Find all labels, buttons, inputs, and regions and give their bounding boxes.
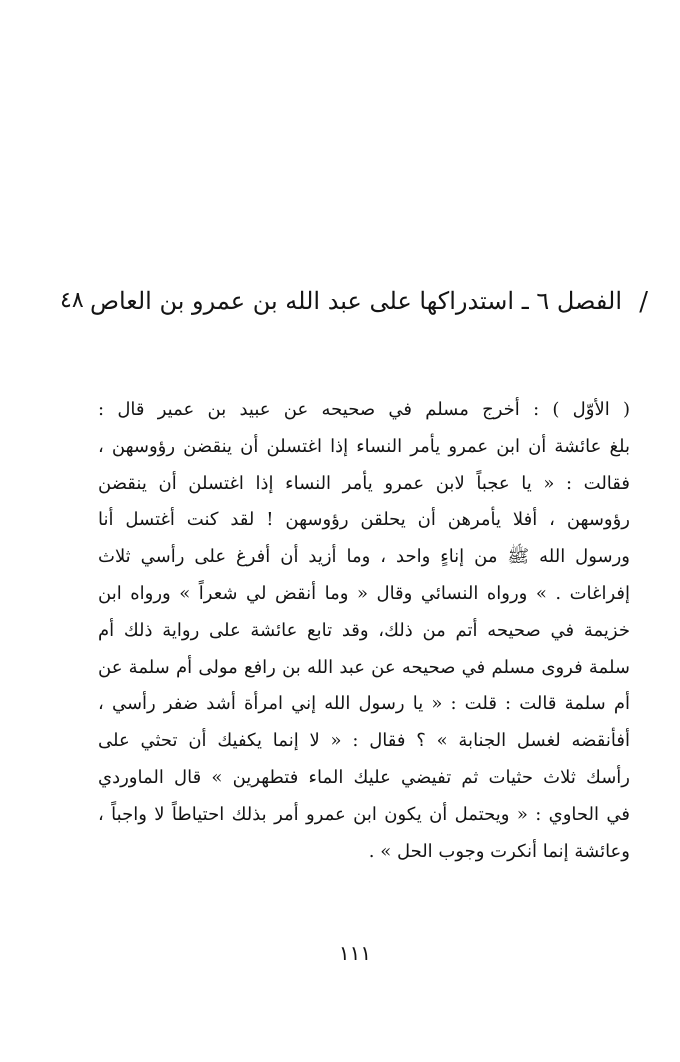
text-line: إفراغات . » ورواه النسائي وقال « وما أنقض لي شعراً » ورواه ابن <box>98 582 630 604</box>
text-line: سلمة فروى مسلم في صحيحه عن عبد الله بن رافع مولى أم سلمة عن <box>98 656 630 678</box>
text-line: بلغ عائشة أن ابن عمرو يأمر النساء إذا اغتسلن أن ينقضن رؤوسهن ، <box>98 435 630 457</box>
folio-page-number: ١١١ <box>338 941 372 965</box>
text-line: فقالت : « يا عجباً لابن عمرو يأمر النساء إذا اغتسلن أن ينقضن <box>98 472 630 494</box>
text-line: وعائشة إنما أنكرت وجوب الحل » . <box>368 840 630 862</box>
text-line: في الحاوي : « ويحتمل أن يكون ابن عمرو أمر بذلك احتياطاً لا واجباً ، <box>98 803 630 825</box>
text-line: أم سلمة قالت : قلت : « يا رسول الله إني امرأة أشد ضفر رأسي ، <box>98 693 630 715</box>
text-line: رؤوسهن ، أفلا يأمرهن أن يحلقن رؤوسهن ! لقد كنت أغتسل أنا <box>98 509 630 531</box>
text-line: خزيمة في صحيحه أتم من ذلك، وقد تابع عائشة على رواية ذلك أم <box>98 619 630 641</box>
text-line: أفأنقضه لغسل الجنابة » ؟ فقال : « لا إنما يكفيك أن تحثي على <box>98 730 630 752</box>
text-line: ( الأوّل ) : أخرج مسلم في صحيحه عن عبيد بن عمير قال : <box>98 399 630 420</box>
text-line: رأسك ثلاث حثيات ثم تفيضي عليك الماء فتطهرين » قال الماوردي <box>98 766 630 788</box>
header-page-number: ٤٨ <box>60 288 84 313</box>
body-text <box>98 392 630 870</box>
header-mark: / <box>639 287 648 317</box>
running-header <box>60 283 648 323</box>
text-line: ورسول الله ﷺ من إناءٍ واحد ، وما أزيد أن أفرغ على رأسي ثلاث <box>98 546 630 568</box>
chapter-title: الفصل ٦ ـ استدراكها على عبد الله بن عمرو بن العاص <box>89 287 622 315</box>
